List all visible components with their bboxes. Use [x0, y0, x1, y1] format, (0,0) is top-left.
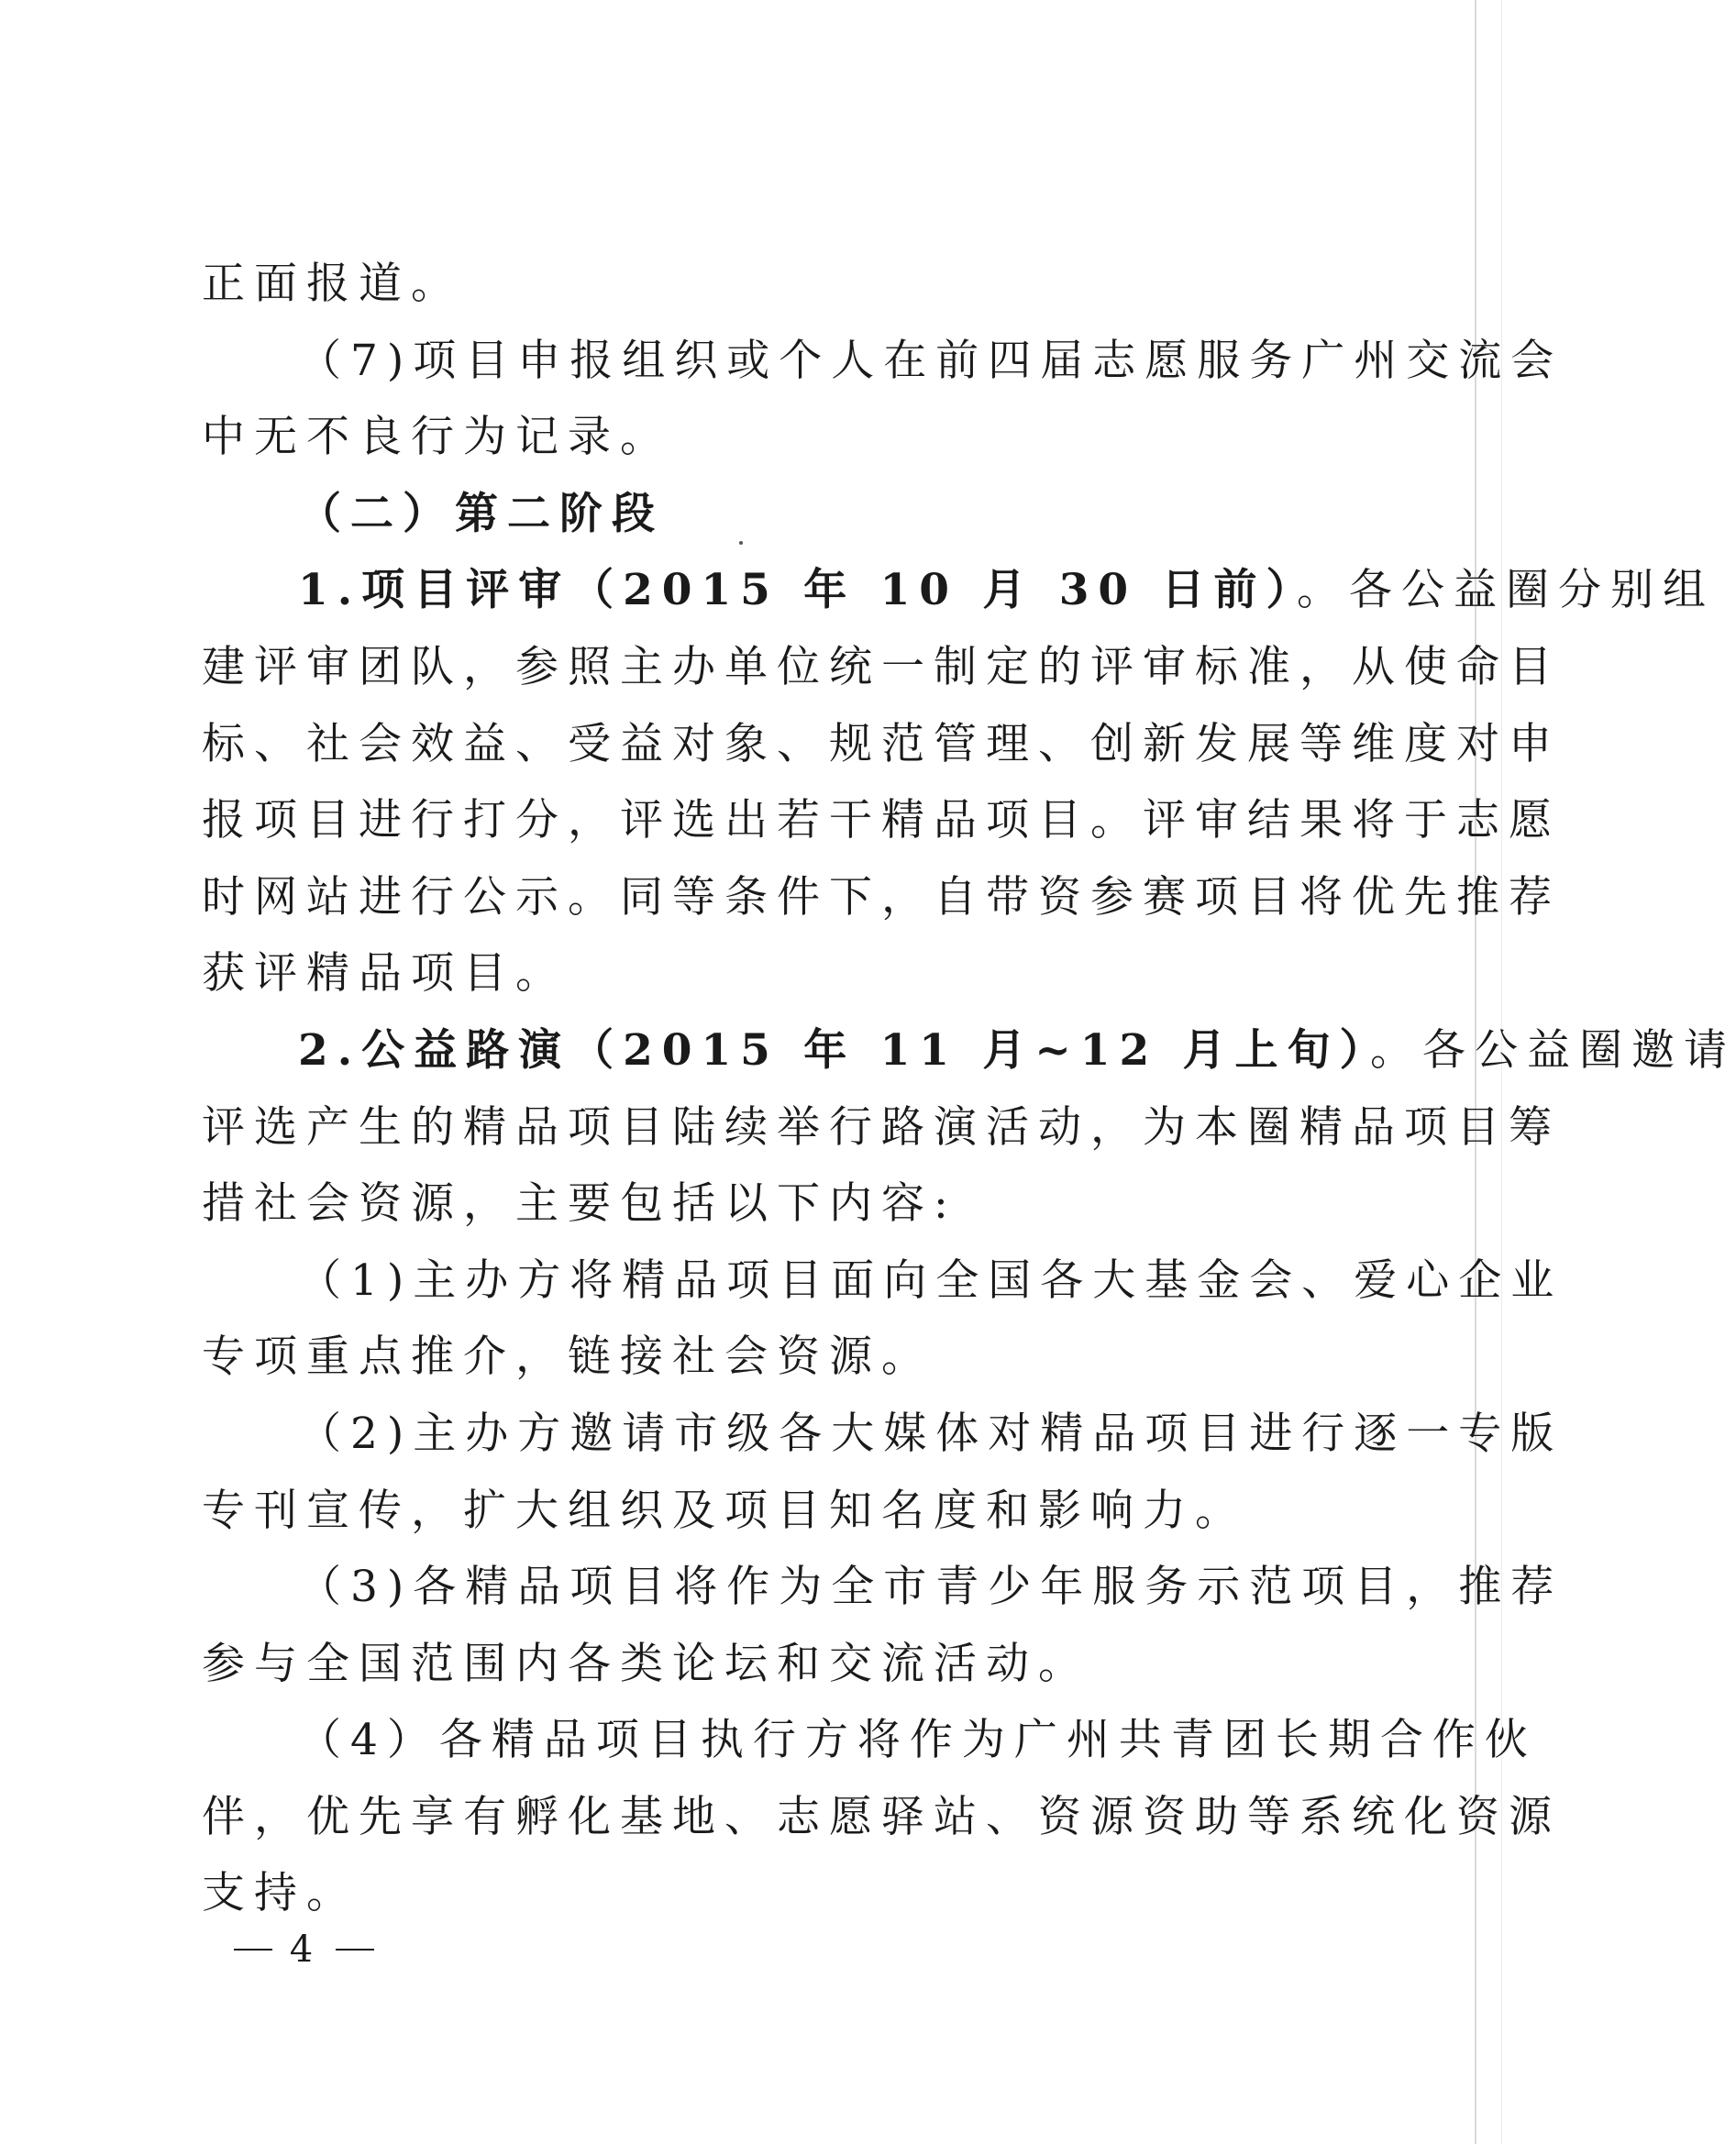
- line-text: 。各公益圈邀请: [1370, 1024, 1736, 1076]
- heading-prefix: 2.公益路演（2015 年 11 月~12 月上旬）: [298, 1024, 1371, 1076]
- text-line: [202, 706, 1561, 783]
- line-text: 支持。: [202, 1868, 359, 1919]
- text-line: [202, 246, 1316, 323]
- dash-right: [336, 1949, 374, 1951]
- text-line: [202, 1702, 1537, 1779]
- text-line: [202, 1855, 1316, 1932]
- line-text: 获评精品项目。: [202, 948, 568, 1000]
- line-text: 参与全国范围内各类论坛和交流活动。: [202, 1638, 1090, 1689]
- line-text: 建评审团队，参照主办单位统一制定的评审标准，从使命目: [202, 641, 1561, 692]
- text-line: [202, 1089, 1561, 1166]
- text-line: [202, 935, 1316, 1012]
- text-line: [202, 399, 1316, 476]
- line-text: 措社会资源，主要包括以下内容:: [202, 1178, 957, 1230]
- line-text: （7)项目申报组织或个人在前四届志愿服务广州交流会: [298, 335, 1564, 386]
- text-line: [202, 782, 1561, 859]
- text-line: [202, 859, 1561, 936]
- line-text: 正面报道。: [202, 259, 463, 309]
- line-text: 评选产生的精品项目陆续举行路演活动，为本圈精品项目筹: [202, 1101, 1561, 1153]
- text-line: [202, 1473, 1316, 1550]
- document-body: [202, 246, 1736, 1932]
- line-text: 时网站进行公示。同等条件下，自带资参赛项目将优先推荐: [202, 871, 1561, 923]
- text-line: [202, 1396, 1564, 1473]
- text-line: [202, 1166, 1316, 1243]
- line-text: 标、社会效益、受益对象、规范管理、创新发展等维度对申: [202, 718, 1561, 769]
- line-text: （3)各精品项目将作为全市青少年服务示范项目，推荐: [298, 1562, 1564, 1613]
- text-line: [202, 552, 1715, 629]
- text-line: [202, 1779, 1561, 1856]
- text-line: [202, 323, 1564, 400]
- dash-left: [234, 1949, 272, 1951]
- text-line: [202, 1243, 1564, 1320]
- line-text: （4）各精品项目执行方将作为广州共青团长期合作伙: [298, 1715, 1537, 1766]
- text-line: [202, 476, 1316, 553]
- line-text: （2)主办方邀请市级各大媒体对精品项目进行逐一专版: [298, 1408, 1564, 1459]
- line-text: 专项重点推介，链接社会资源。: [202, 1332, 934, 1383]
- text-line: [202, 1626, 1316, 1703]
- text-line: [202, 1319, 1316, 1396]
- line-text: （二）第二阶段: [298, 488, 664, 539]
- line-text: 伴，优先享有孵化基地、志愿驿站、资源资助等系统化资源: [202, 1791, 1561, 1842]
- text-line: [202, 1012, 1736, 1089]
- line-text: 报项目进行打分，评选出若干精品项目。评审结果将于志愿: [202, 795, 1561, 846]
- text-line: [202, 1549, 1564, 1626]
- line-text: （1)主办方将精品项目面向全国各大基金会、爱心企业: [298, 1254, 1564, 1306]
- line-text: 。各公益圈分别组: [1297, 565, 1715, 616]
- line-text: 中无不良行为记录。: [202, 412, 672, 463]
- text-line: [202, 629, 1561, 706]
- page-number-footer: [234, 1926, 374, 1971]
- line-text: 专刊宣传，扩大组织及项目知名度和影响力。: [202, 1485, 1247, 1536]
- page-number: 4: [289, 1928, 319, 1971]
- heading-prefix: 1.项目评审（2015 年 10 月 30 日前）: [298, 565, 1297, 616]
